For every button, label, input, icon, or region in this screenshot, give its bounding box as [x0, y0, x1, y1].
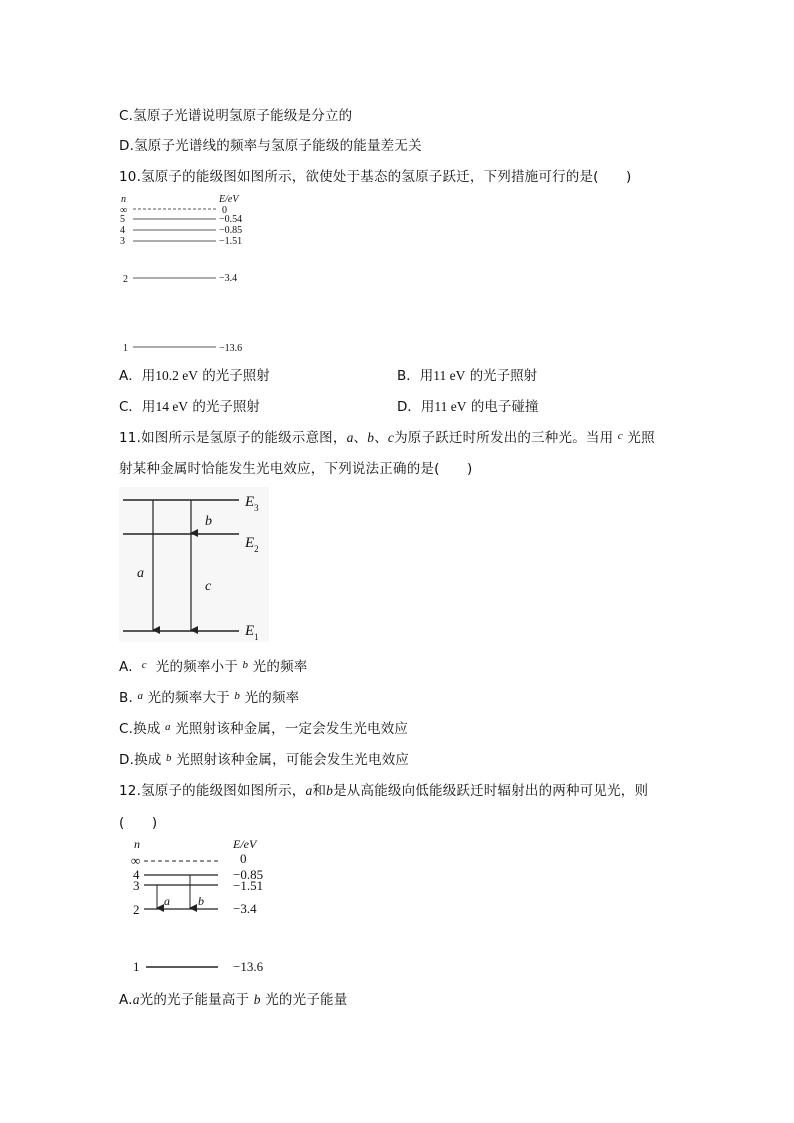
q12-option-a-suffix: 光的光子能量 — [265, 992, 348, 1008]
q12-stem-part2: 是从高能级向低能级跃迁时辐射出的两种可见光，则 — [333, 783, 649, 799]
q12-level-n: 2 — [133, 902, 140, 917]
q10-level-n: 3 — [120, 236, 125, 247]
q10-level-n: 4 — [120, 225, 125, 236]
q10-option-d-suffix: 的电子碰撞 — [470, 399, 539, 415]
q10-energy-level-diagram — [116, 190, 266, 360]
q10-axis-label: E/eV — [219, 194, 239, 205]
q11-option-d-suffix: 光照射该种金属，可能会发生光电效应 — [176, 752, 410, 768]
q10-level-n: 2 — [123, 274, 128, 285]
q11-option-c-suffix: 光照射该种金属，一定会发生光电效应 — [175, 721, 409, 737]
q11-option-a-mid: 光的频率小于 — [155, 659, 238, 675]
q11-stem-line2: 射某种金属时恰能发生光电效应，下列说法正确的是( ) — [119, 461, 473, 477]
q12-stem-part1: 12.氢原子的能级图如图所示， — [119, 783, 306, 799]
q12-label-b: b — [198, 894, 204, 908]
q12-level-energy: −0.85 — [233, 867, 264, 882]
q10-level-energy: −0.54 — [219, 214, 243, 225]
q10-level-energy: −1.51 — [219, 236, 243, 247]
q12-stem-mid: 和 — [312, 783, 327, 799]
q12-option-a-var1: a — [132, 992, 140, 1007]
q11-option-b — [119, 686, 299, 706]
q10-option-d-prefix: D．用 — [397, 399, 435, 415]
q12-level-n: 4 — [133, 867, 140, 882]
q10-level-n: 1 — [123, 343, 128, 354]
q11-label-b: b — [205, 514, 212, 529]
q12-axis-label: E/eV — [233, 837, 257, 851]
q11-option-a-var1: c — [141, 659, 147, 671]
q11-option-d-var: b — [166, 752, 172, 764]
q11-stem-sep1: 、 — [353, 430, 368, 446]
q11-label-e3: $E_3$ — [245, 494, 259, 513]
q11-stem-part2: 为原子跃迁时所发出的三种光。当用 — [394, 430, 614, 446]
q10-level-energy: 0 — [222, 205, 227, 216]
q10-option-b-suffix: 的光子照射 — [469, 368, 538, 384]
q12-stem-line2: ( ) — [119, 815, 158, 831]
q12-stem-line1 — [119, 779, 648, 799]
q11-energy-level-diagram — [119, 487, 269, 642]
q10-option-d-value: 11 eV — [434, 399, 467, 414]
q12-stem-var-b: b — [326, 783, 334, 798]
q10-option-d — [397, 395, 538, 415]
q11-label-a: a — [137, 566, 144, 581]
q10-option-b-value: 11 eV — [433, 368, 466, 383]
q10-option-a-prefix: A．用 — [119, 368, 156, 384]
q10-option-c-prefix: C．用 — [119, 399, 156, 415]
q12-level-n: 3 — [133, 878, 140, 893]
q10-stem: 10.氢原子的能级图如图所示，欲使处于基态的氢原子跃迁，下列措施可行的是( ) — [119, 169, 632, 185]
q11-option-a-var2: b — [242, 659, 249, 671]
q12-level-energy: −13.6 — [233, 959, 264, 974]
q10-option-a — [119, 364, 270, 384]
q12-n-label: n — [134, 837, 140, 851]
q11-stem-part3: 光照 — [627, 430, 655, 446]
q10-option-c-value: 14 eV — [155, 399, 189, 414]
q12-level-n: 1 — [133, 959, 140, 974]
q12-label-a: a — [164, 894, 170, 908]
q10-level-energy: −3.4 — [219, 273, 238, 284]
q11-stem-var-c: c — [387, 430, 395, 445]
q11-option-a — [119, 655, 307, 675]
q11-stem-var-a: a — [346, 430, 354, 445]
q10-option-b — [397, 364, 537, 384]
q11-option-b-var1: a — [137, 690, 144, 702]
q10-option-a-value: 10.2 eV — [155, 368, 198, 383]
q10-level-energy: −13.6 — [219, 343, 243, 354]
q11-option-b-mid: 光的频率大于 — [147, 690, 230, 706]
q9-option-c: C.氢原子光谱说明氢原子能级是分立的 — [119, 108, 353, 124]
q12-option-a-var2: b — [253, 992, 261, 1007]
q11-option-c-prefix: C.换成 — [119, 721, 161, 737]
q11-stem-sep2: 、 — [374, 430, 388, 446]
q9-option-d: D.氢原子光谱线的频率与氢原子能级的能量差无关 — [119, 138, 422, 154]
q11-option-c — [119, 717, 408, 737]
q11-option-b-prefix: B. — [119, 690, 133, 706]
q10-level-n: ∞ — [120, 205, 128, 216]
q10-option-a-suffix: 的光子照射 — [202, 368, 270, 384]
q12-energy-level-diagram — [128, 835, 288, 980]
q12-stem-var-a: a — [305, 783, 313, 798]
q12-option-a-mid: 光的光子能量高于 — [139, 992, 250, 1008]
q10-level-energy: −0.85 — [219, 225, 243, 236]
q11-option-d-prefix: D.换成 — [119, 752, 162, 768]
q10-option-c-suffix: 的光子照射 — [192, 399, 260, 415]
q11-stem-part1: 11.如图所示是氢原子的能级示意图， — [119, 430, 347, 446]
q12-option-a-prefix: A. — [119, 992, 133, 1008]
q11-stem-var-b: b — [367, 430, 375, 445]
q10-level-n: 5 — [120, 214, 125, 225]
q12-level-energy: 0 — [240, 851, 247, 866]
q11-option-b-suffix: 光的频率 — [244, 690, 300, 706]
q10-option-b-prefix: B．用 — [397, 368, 434, 384]
q11-label-e1: $E_1$ — [245, 623, 259, 642]
q12-option-a — [119, 988, 347, 1008]
q11-option-b-var2: b — [234, 690, 241, 702]
q10-option-c — [119, 395, 260, 415]
q12-level-n: ∞ — [131, 853, 141, 868]
q11-option-a-prefix: A. — [119, 659, 133, 675]
q11-stem-line1 — [119, 426, 655, 446]
q12-level-energy: −3.4 — [233, 901, 257, 916]
q11-label-c: c — [205, 579, 212, 594]
q11-label-e2: $E_2$ — [245, 535, 259, 554]
q10-n-label: n — [121, 194, 126, 205]
q11-option-d — [119, 748, 409, 768]
q12-level-energy: −1.51 — [233, 878, 264, 893]
q11-option-a-suffix: 光的频率 — [252, 659, 308, 675]
q11-stem-var-c2: c — [617, 430, 623, 442]
q11-option-c-var: a — [165, 721, 171, 733]
